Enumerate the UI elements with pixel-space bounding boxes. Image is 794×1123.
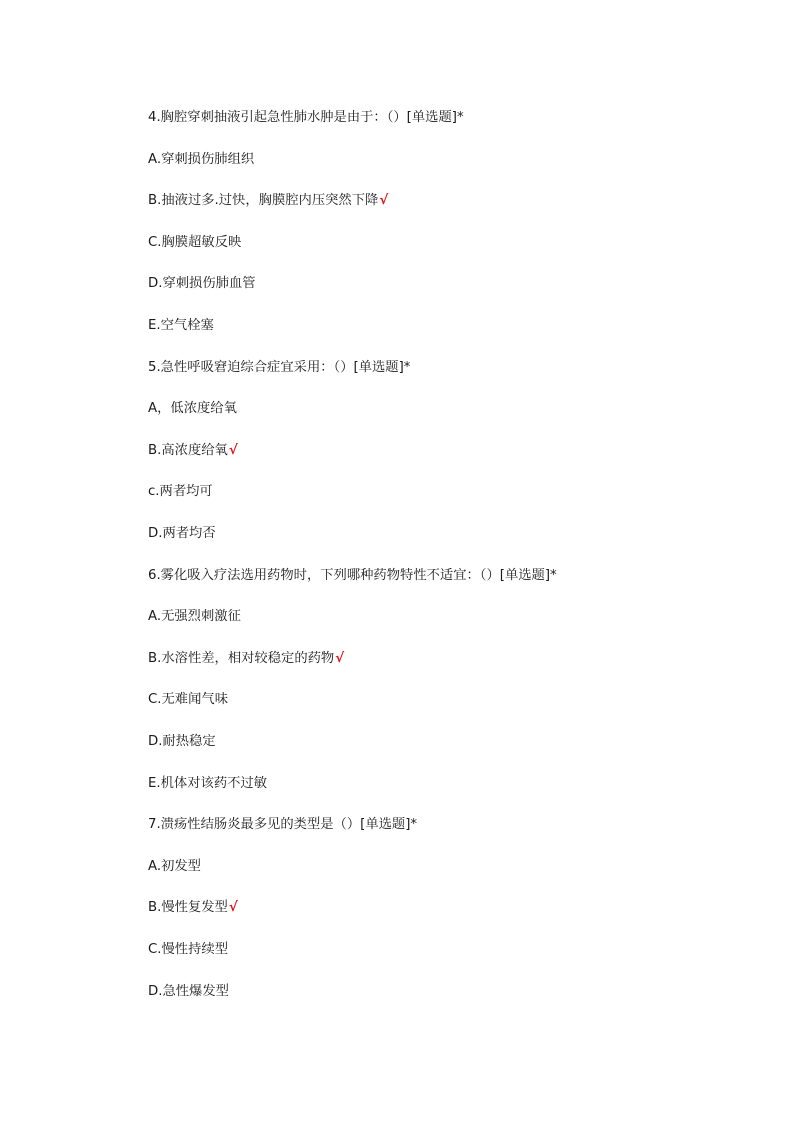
option-text: D.急性爆发型 <box>148 984 229 999</box>
option-text: A.初发型 <box>148 859 201 874</box>
option-text: D.穿刺损伤肺血管 <box>148 276 256 291</box>
correct-check-icon: √ <box>228 900 238 915</box>
correct-check-icon: √ <box>228 443 238 458</box>
option-item <box>148 191 388 211</box>
option-text: C.无难闻气味 <box>148 692 228 707</box>
option-item <box>148 607 241 627</box>
option-item <box>148 982 229 1002</box>
question-stem: 7.溃疡性结肠炎最多见的类型是（）[单选题]* <box>148 817 418 832</box>
option-item <box>148 482 213 502</box>
option-item <box>148 274 256 294</box>
correct-check-icon: √ <box>335 651 345 666</box>
correct-check-icon: √ <box>379 193 389 208</box>
option-text: E.空气栓塞 <box>148 318 214 333</box>
option-item <box>148 690 228 710</box>
option-text: C.慢性持续型 <box>148 942 228 957</box>
option-text: D.耐热稳定 <box>148 734 216 749</box>
option-text: A.穿刺损伤肺组织 <box>148 152 255 167</box>
option-text: C.胸膜超敏反映 <box>148 235 242 250</box>
option-item <box>148 150 254 170</box>
option-item <box>148 774 267 794</box>
question-stem: 6.雾化吸入疗法选用药物时，下列哪种药物特性不适宜：（）[单选题]* <box>148 568 557 583</box>
option-text: B.抽液过多.过快，胸膜腔内压突然下降 <box>148 193 379 208</box>
option-text: A.无强烈刺激征 <box>148 609 241 624</box>
option-text: B.慢性复发型 <box>148 900 228 915</box>
option-item <box>148 233 241 253</box>
option-text: c.两者均可 <box>148 484 213 499</box>
option-item <box>148 940 228 960</box>
option-item <box>148 399 237 419</box>
option-item <box>148 732 216 752</box>
option-text: D.两者均否 <box>148 526 216 541</box>
option-item <box>148 898 238 918</box>
option-item <box>148 649 344 669</box>
option-text: B.高浓度给氧 <box>148 443 228 458</box>
option-item <box>148 857 201 877</box>
option-item <box>148 441 238 461</box>
option-item <box>148 316 214 336</box>
option-text: A，低浓度给氧 <box>148 401 237 416</box>
option-item <box>148 524 216 544</box>
question-stem: 4.胸腔穿刺抽液引起急性肺水肿是由于：（）[单选题]* <box>148 110 464 125</box>
option-text: B.水溶性差，相对较稳定的药物 <box>148 651 335 666</box>
option-text: E.机体对该药不过敏 <box>148 776 268 791</box>
question-stem: 5.急性呼吸窘迫综合症宜采用：（）[单选题]* <box>148 360 411 375</box>
